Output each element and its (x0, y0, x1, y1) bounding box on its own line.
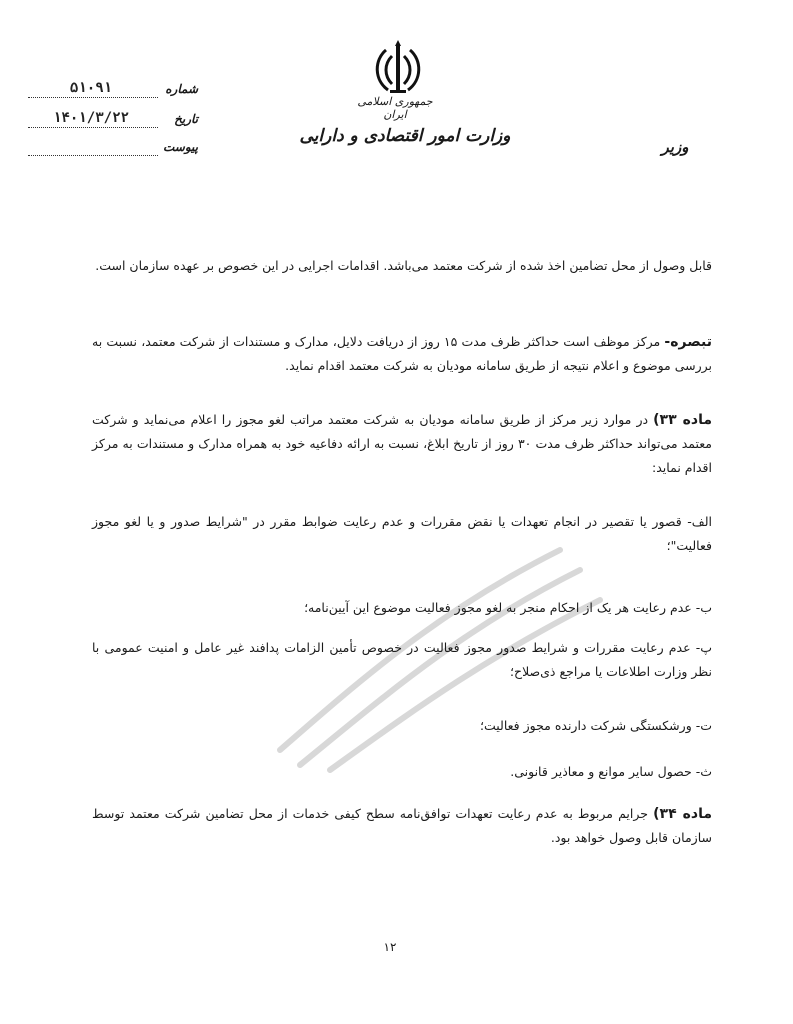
letter-date (28, 112, 198, 132)
republic-title: جمهوری اسلامی ایران (357, 95, 433, 121)
article-33-title: ماده ۳۳) (653, 412, 713, 428)
article-34-title: ماده ۳۴) (653, 806, 713, 822)
note-title: تبصره- (664, 334, 712, 350)
note-text: مرکز موظف است حداکثر ظرف مدت ۱۵ روز از دریافت دلایل، مدارک و مستندات از شرکت معتمد، نسبت به بررسی موضوع و اعلام نتیجه از طریق سامانه مودیان به شرکت معتمد اقدام نماید. (92, 334, 712, 373)
minister-label: وزیر (661, 138, 689, 156)
article-33-text: در موارد زیر مرکز از طریق سامانه مودیان به شرکت معتمد مراتب لغو مجوز را اعلام می‌نماید و شرکت معتمد می‌تواند حداکثر ظرف مدت ۳۰ روز از تاریخ ابلاغ، نسبت به ارائه دفاعیه خود به همراه مدارک و مستندات به مرکز اقدام نماید: (92, 412, 712, 475)
iran-emblem-icon (368, 38, 428, 98)
date-value: ۱۴۰۱/۳/۲۲ (53, 110, 129, 126)
list-item-pe: پ- عدم رعایت مقررات و شرایط صدور مجوز فعالیت در خصوص تأمین الزامات پدافند غیر عامل و امنیت عمومی با نظر وزارت اطلاعات یا مراجع ذی‌صلاح؛ (92, 640, 712, 679)
number-value: ۵۱۰۹۱ (69, 80, 113, 96)
number-label: شماره (165, 82, 198, 96)
article-34-text: جرایم مربوط به عدم رعایت تعهدات توافق‌نامه سطح کیفی خدمات از محل تضامین شرکت معتمد توسط سازمان قابل وصول خواهد بود. (92, 806, 712, 845)
article-34 (92, 802, 712, 850)
date-label: تاریخ (174, 112, 198, 126)
page-number: ۱۲ (383, 940, 397, 954)
list-item-be: ب- عدم رعایت هر یک از احکام منجر به لغو مجوز فعالیت موضوع این آیین‌نامه؛ (304, 600, 712, 615)
attachment-label: پیوست (163, 140, 198, 154)
note-paragraph (92, 330, 712, 378)
paragraph-continuation: قابل وصول از محل تضامین اخذ شده از شرکت معتمد می‌باشد. اقدامات اجرایی در این خصوص بر عهده سازمان است. (95, 258, 712, 273)
letter-attachment (28, 140, 198, 160)
list-item-te: ت- ورشکستگی شرکت دارنده مجوز فعالیت؛ (479, 718, 712, 733)
letter-number (28, 82, 198, 102)
article-33 (92, 408, 712, 480)
list-item-alef: الف- قصور یا تقصیر در انجام تعهدات یا نقض مقررات و عدم رعایت ضوابط مقرر در "شرایط صدور و یا لغو مجوز فعالیت"؛ (92, 514, 712, 553)
ministry-title: وزارت امور اقتصادی و دارایی (299, 126, 511, 146)
list-item-se: ث- حصول سایر موانع و معاذیر قانونی. (510, 764, 712, 779)
